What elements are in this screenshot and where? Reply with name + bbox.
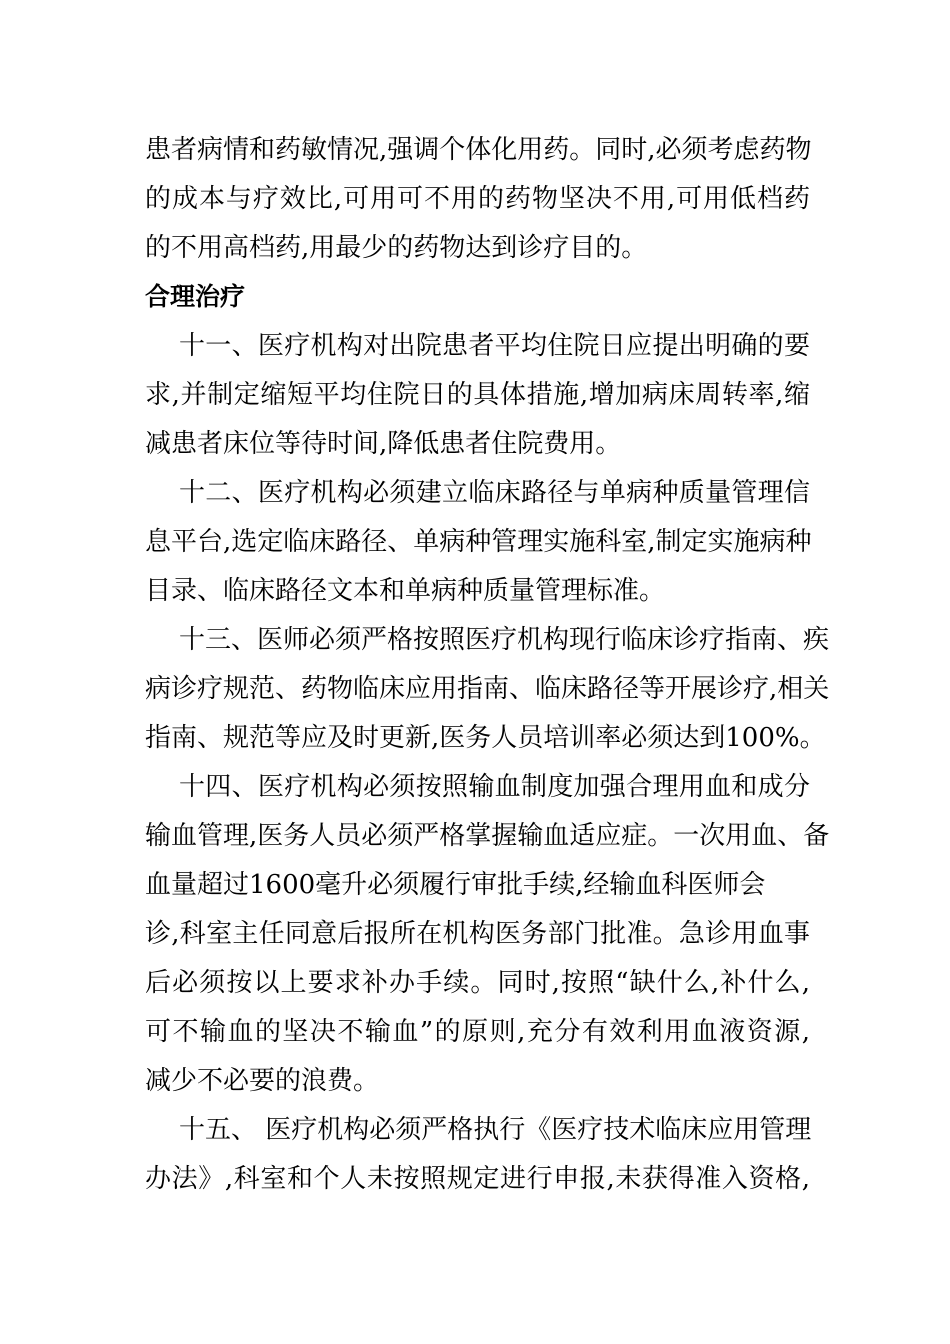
text-line: 十三、医师必须严格按照医疗机构现行临床诊疗指南、疾 <box>179 625 830 655</box>
text-line: 十二、医疗机构必须建立临床路径与单病种质量管理信 <box>179 478 810 508</box>
text-line: 可不输血的坚决不输血”的原则,充分有效利用血液资源, <box>145 1017 810 1047</box>
text-line: 十五、 医疗机构必须严格执行《医疗技术临床应用管理 <box>179 1115 812 1145</box>
text-line: 的成本与疗效比,可用可不用的药物坚决不用,可用低档药 <box>145 184 810 214</box>
text-line: 办法》,科室和个人未按照规定进行申报,未获得准入资格, <box>145 1164 810 1194</box>
text-line: 病诊疗规范、药物临床应用指南、临床路径等开展诊疗,相关 <box>145 674 830 704</box>
text-line: 血量超过1600毫升必须履行审批手续,经输血科医师会 <box>145 870 766 900</box>
text-line: 息平台,选定临床路径、单病种管理实施科室,制定实施病种 <box>145 527 812 557</box>
section-heading: 合理治疗 <box>145 282 246 311</box>
text-line: 目录、临床路径文本和单病种质量管理标准。 <box>145 576 666 606</box>
text-line: 患者病情和药敏情况,强调个体化用药。同时,必须考虑药物 <box>145 135 812 165</box>
text-line: 诊,科室主任同意后报所在机构医务部门批准。急诊用血事 <box>145 919 810 949</box>
text-line: 十一、医疗机构对出院患者平均住院日应提出明确的要 <box>179 331 810 361</box>
text-line: 十四、医疗机构必须按照输血制度加强合理用血和成分 <box>179 772 810 802</box>
text-line: 指南、规范等应及时更新,医务人员培训率必须达到100%。 <box>145 723 826 753</box>
text-line: 后必须按以上要求补办手续。同时,按照“缺什么,补什么, <box>145 968 810 998</box>
text-line: 求,并制定缩短平均住院日的具体措施,增加病床周转率,缩 <box>145 380 810 410</box>
text-line: 减少不必要的浪费。 <box>145 1066 380 1096</box>
text-line: 减患者床位等待时间,降低患者住院费用。 <box>145 429 622 459</box>
text-line: 输血管理,医务人员必须严格掌握输血适应症。一次用血、备 <box>145 821 830 851</box>
text-line: 的不用高档药,用最少的药物达到诊疗目的。 <box>145 233 648 263</box>
